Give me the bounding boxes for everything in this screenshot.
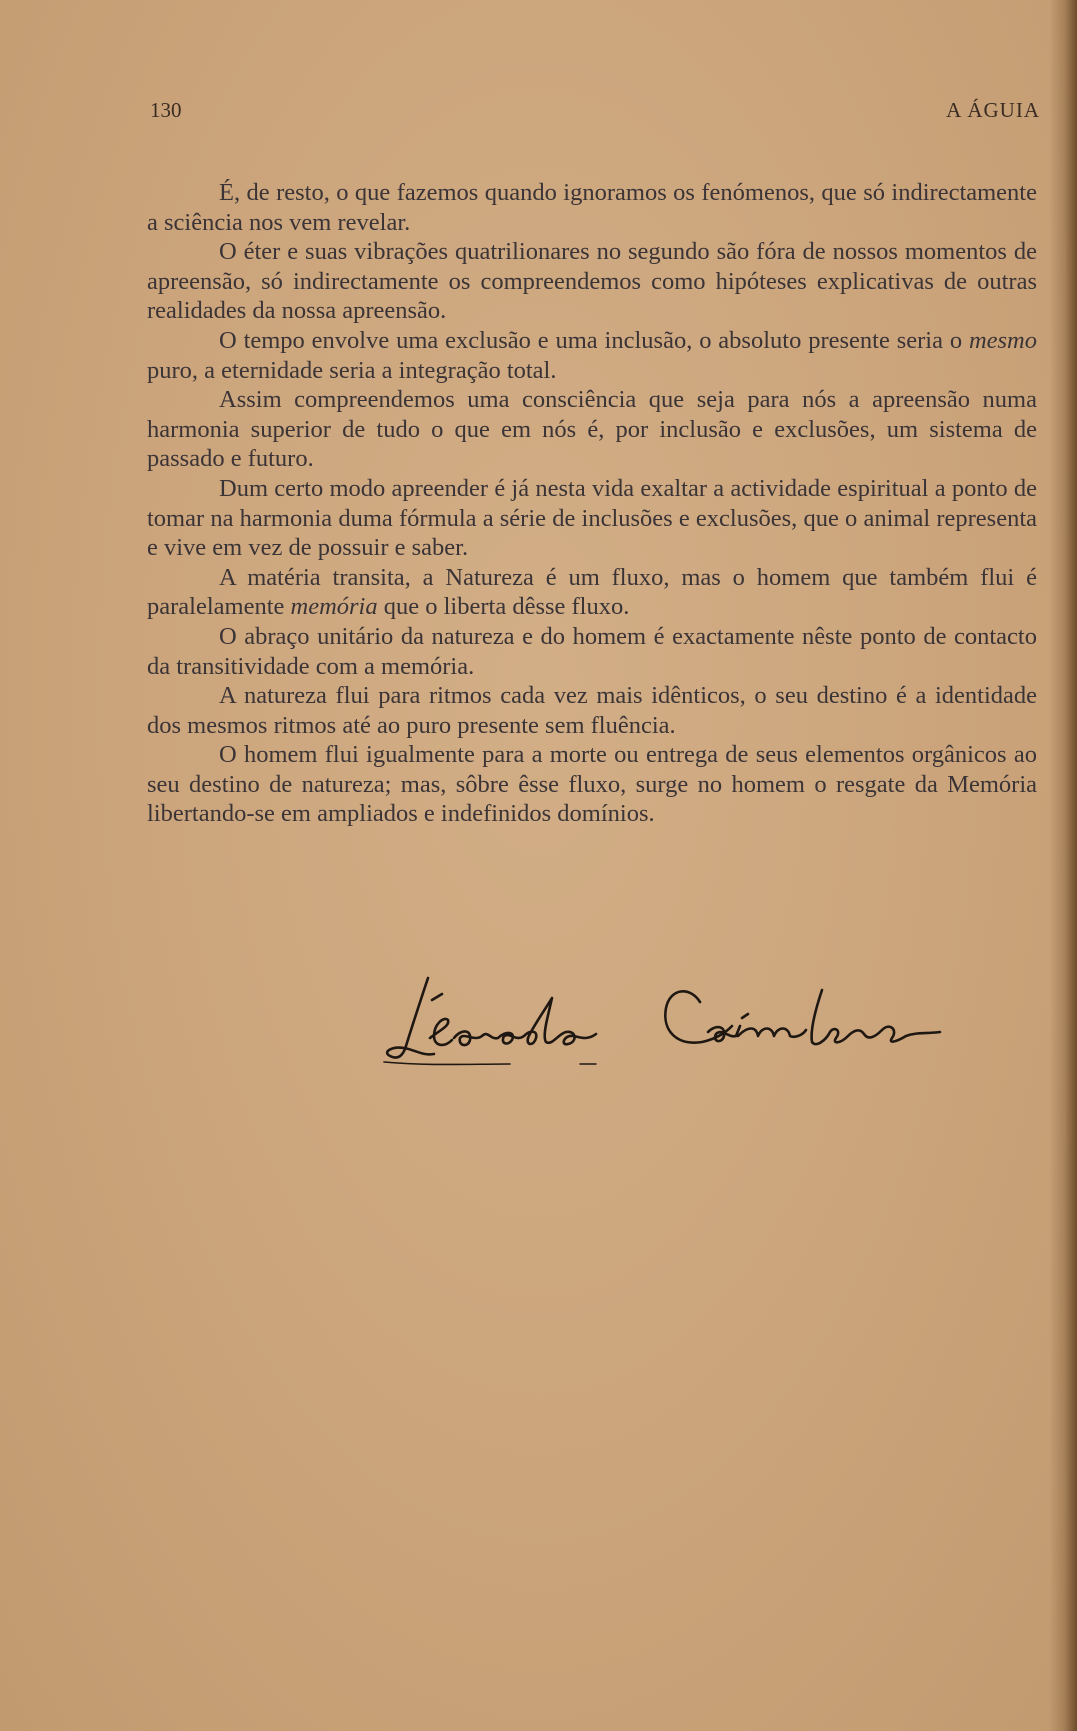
- paragraph-text: O tempo envolve uma exclusão e uma inclusão, o absoluto presente seria o: [219, 326, 969, 354]
- paragraph: [147, 178, 1037, 237]
- paragraph: [147, 681, 1037, 740]
- page-number: 130: [150, 98, 182, 122]
- signature: [370, 960, 1030, 1080]
- paragraph: [147, 237, 1037, 326]
- paragraph-text: É, de resto, o que fazemos quando ignoramos os fenómenos, que só indirectamente a sciência nos vem revelar.: [147, 179, 1037, 236]
- page-edge-shadow: [1049, 0, 1077, 1731]
- body-text: [147, 178, 1037, 829]
- paragraph-text: que o liberta dêsse fluxo.: [377, 593, 630, 621]
- paragraph: [147, 563, 1037, 622]
- paragraph: [147, 326, 1037, 385]
- paragraph-text: puro, a eternidade seria a integração total.: [147, 356, 557, 384]
- paragraph-text: Assim compreendemos uma consciência que seja para nós a apreensão numa harmonia superior de tudo o que em nós é, por inclusão e exclusões, um sistema de passado e futuro.: [147, 386, 1037, 473]
- running-title: A ÁGUIA: [946, 98, 1040, 122]
- paragraph-text: A matéria transita, a Natureza é um fluxo, mas o homem que também flui é paralelamente: [147, 563, 1037, 621]
- paragraph-text: A natureza flui para ritmos cada vez mais idênticos, o seu destino é a identidade dos mesmos ritmos até ao puro presente sem fluência.: [147, 682, 1037, 739]
- paragraph-text: O homem flui igualmente para a morte ou entrega de seus elementos orgânicos ao seu destino de natureza; mas, sôbre êsse fluxo, surge no homem o resgate da Memória libertando-se em ampliados e indefinidos domínios.: [147, 741, 1037, 828]
- signature-handwriting: [370, 960, 1030, 1080]
- paragraph: [147, 474, 1037, 563]
- paragraph-text: Dum certo modo apreender é já nesta vida exaltar a actividade espiritual a ponto de tomar na harmonia duma fórmula a série de inclusões e exclusões, que o animal representa e vive em vez de possuir e saber.: [147, 474, 1037, 562]
- paragraph: [147, 622, 1037, 681]
- paragraph-text: O abraço unitário da natureza e do homem é exactamente nêste ponto de contacto da transitividade com a memória.: [147, 622, 1037, 680]
- paragraph: [147, 740, 1037, 829]
- signature-name: [370, 1079, 371, 1080]
- italic-text: mesmo: [968, 326, 1037, 354]
- paragraph: [147, 385, 1037, 474]
- paragraph-text: O éter e suas vibrações quatrilionares no segundo são fóra de nossos momentos de apreensão, só indirectamente os compreendemos como hipóteses explicativas de outras realidades da nossa apreensão.: [147, 238, 1037, 325]
- italic-text: memória: [290, 593, 378, 621]
